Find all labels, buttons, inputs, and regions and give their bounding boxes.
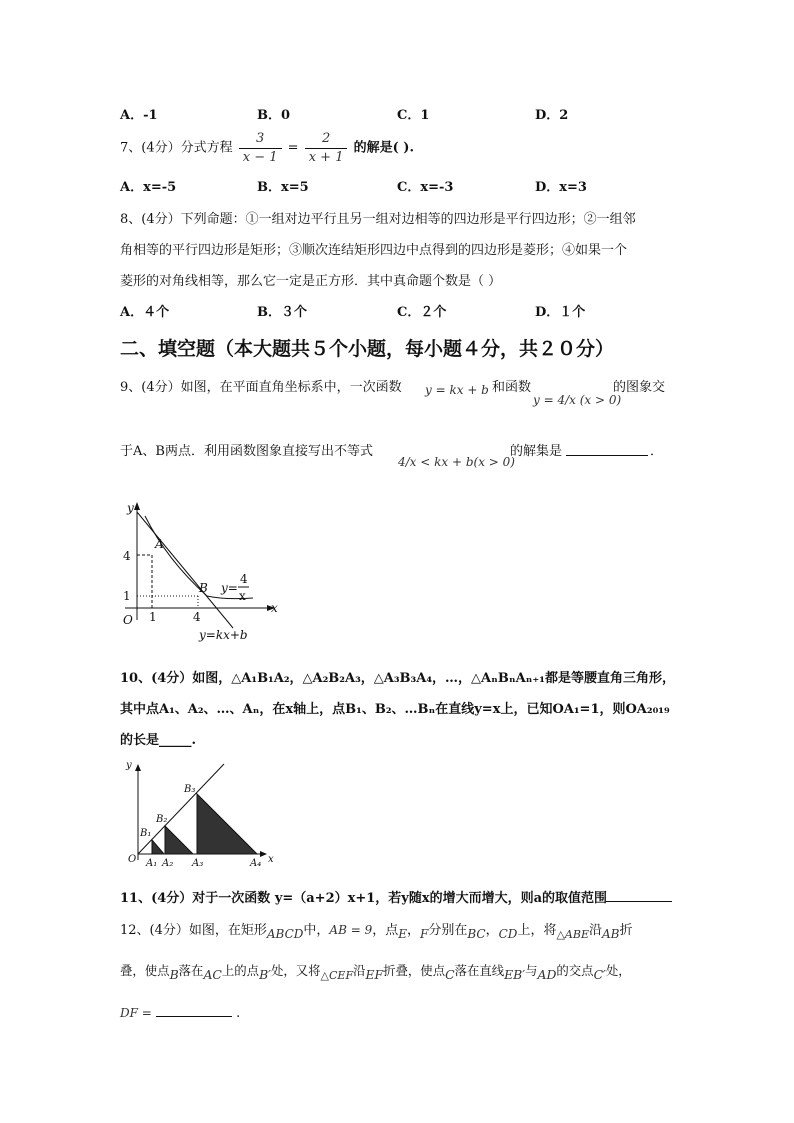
q12-math: EF [365, 967, 384, 982]
fig10-y-label: y [126, 760, 132, 771]
fig9-x-label: x [271, 601, 278, 615]
fig10-y-arrow [135, 764, 141, 771]
q7-equals: = [287, 140, 299, 156]
q8-line-3: 菱形的对角线相等，那么它一定是正方形．其中真命题个数是（ ） [120, 274, 502, 289]
q12-text: 12、(4分）如图，在矩形 [120, 923, 267, 938]
q11-answer-blank[interactable] [606, 888, 672, 902]
q7-option-b: B．x=5 [257, 180, 309, 195]
q9-end: ． [650, 444, 664, 459]
q10-line-3: 的长是_____. [120, 733, 197, 748]
fig9-line-label: y=kx+b [199, 628, 248, 642]
fig9-curve-label-y: y= [221, 581, 238, 595]
q12-text: 的交点 [556, 963, 594, 978]
q12-math: B [169, 967, 179, 982]
q12-math: △ABE [556, 928, 589, 941]
q12-math: AB [602, 927, 620, 941]
fig9-curve-label-num: 4 [240, 572, 248, 586]
fig10-triangle-3 [197, 794, 257, 854]
q12-text: 处，又将 [270, 963, 321, 978]
q9-formula-inequality: 4/x < kx + b(x > 0) [398, 455, 515, 469]
q12-math: AB = 9 [329, 923, 373, 937]
q12-text: 与 [525, 963, 538, 978]
q12-line-3 [120, 1004, 240, 1021]
fig10-b1: B₁ [140, 828, 152, 839]
q12-text: 落在 [178, 963, 204, 978]
q7-fraction-2 [305, 130, 348, 167]
q12-math: EB′ [504, 967, 526, 982]
fig10-b3: B₃ [184, 784, 196, 795]
fig10-triangle-2 [165, 826, 193, 854]
fig10-x-arrow [260, 851, 267, 857]
q12-line-2 [120, 961, 631, 982]
q8-option-c: C．２个 [397, 305, 447, 320]
q12-answer-blank[interactable] [156, 1004, 232, 1017]
q7-option-c: C．x=-3 [397, 180, 454, 195]
q9-answer-blank[interactable] [566, 442, 648, 456]
q12-line-1 [120, 919, 633, 941]
q12-text: ， [407, 923, 421, 938]
fig10-a2: A₂ [162, 858, 174, 868]
q12-math: ABCD [266, 927, 304, 941]
q10-line-1: 10、(4分）如图，△A₁B₁A₂，△A₂B₂A₃，△A₃B₃A₄，…，△AₙBₙAₙ₊₁都是等腰直角三角形， [120, 671, 675, 686]
q6-option-b: B．0 [257, 108, 291, 123]
q12-text: 叠，使点 [120, 963, 170, 978]
fig10-x-label: x [268, 854, 274, 865]
q6-option-c: C．1 [397, 108, 430, 123]
fig9-curve-label-den: x [239, 589, 246, 603]
fig9-point-b: B [199, 581, 208, 595]
q6-option-d: D．2 [535, 108, 569, 123]
q8-line-1: 8、(4分）下列命题：①一组对边平行且另一组对边相等的四边形是平行四边形；②一组邻 [120, 212, 636, 227]
fig10-a1: A₁ [146, 858, 158, 868]
section-2-heading: 二、填空题（本大题共５个小题，每小题４分，共２０分） [120, 338, 615, 360]
q9-part-1: 9、(4分）如图，在平面直角坐标系中，一次函数 [120, 380, 402, 395]
q12-text: ，点 [372, 923, 399, 938]
q12-text: 上的点 [221, 963, 260, 978]
q12-text: 落在直线 [454, 963, 505, 978]
q12-math: CD [498, 927, 518, 941]
q12-math: BC [467, 927, 486, 941]
q12-math: AD [537, 967, 557, 982]
q9-figure [115, 498, 285, 646]
q12-math: F [420, 927, 429, 941]
q12-math: C′ [593, 967, 606, 982]
q7-prefix: 7、(4分）分式方程 [120, 140, 233, 156]
q12-math: B′ [259, 967, 271, 982]
q12-math: AC [203, 967, 222, 982]
q9-formula-inverse: y = 4/x (x > 0) [533, 393, 622, 407]
q12-text: 分别在 [428, 923, 468, 938]
q7-suffix: 的解是( ). [353, 140, 414, 156]
q7-question [120, 130, 414, 167]
fig9-point-a: A [155, 537, 164, 551]
fig10-triangle-1 [152, 840, 164, 854]
q12-text: 折 [619, 923, 633, 938]
fig10-b2: B₂ [156, 814, 168, 825]
q7-option-a: A．x=-5 [120, 180, 177, 195]
q12-text: 折叠，使点 [383, 963, 446, 978]
q8-option-a: A．４个 [120, 305, 170, 320]
q6-option-a: A．-1 [120, 108, 158, 123]
q12-text: 沿 [588, 923, 602, 938]
fig9-origin: O [123, 613, 133, 627]
q9-part-3: 的图象交 [613, 380, 666, 395]
q12-text: 中， [303, 923, 330, 938]
q7-frac1-num: 3 [239, 130, 282, 149]
q12-text: 上，将 [517, 923, 557, 938]
fig10-a3: A₃ [192, 858, 204, 868]
fig9-tick-x1: 1 [149, 610, 157, 624]
fig9-tick-y1: 1 [123, 589, 131, 603]
q9-formula-linear: y = kx + b [425, 383, 489, 397]
q12-math: E [398, 927, 408, 941]
q10-figure [120, 756, 280, 868]
q11-question: 11、(4分）对于一次函数 y=（a+2）x+1，若y随x的增大而增大，则a的取值范围 [120, 891, 608, 906]
q7-frac2-num: 2 [305, 130, 348, 149]
q7-fraction-1 [239, 130, 282, 167]
fig10-origin: O [128, 854, 137, 865]
q8-option-b: B．３个 [257, 305, 307, 320]
fig9-y-label: y [127, 501, 134, 515]
q10-line-2: 其中点A₁、A₂、…、Aₙ，在x轴上，点B₁、B₂、…Bₙ在直线y=x上，已知OA₁=1，则OA₂₀₁₉ [120, 702, 670, 717]
fig9-y-arrow [134, 502, 140, 510]
q12-math: C [445, 967, 455, 982]
q7-frac2-den: x + 1 [308, 150, 344, 165]
q7-option-d: D．x=3 [535, 180, 587, 195]
q12-df-label: DF = [120, 1006, 152, 1020]
q8-option-d: D．１个 [535, 305, 586, 320]
fig10-a4: A₄ [250, 858, 262, 868]
q12-text: 沿 [353, 963, 366, 978]
q12-math: △CEF [320, 969, 354, 982]
q9-line-2: 于A、B两点．利用函数图象直接写出不等式 [120, 444, 373, 459]
q9-part-2: 和函数 [492, 380, 532, 395]
q8-line-2: 角相等的平行四边形是矩形；③顺次连结矩形四边中点得到的四边形是菱形；④如果一个 [120, 243, 628, 258]
q12-text: 处， [605, 963, 631, 978]
q7-frac1-den: x − 1 [242, 150, 278, 165]
q9-line-2b: 的解集是 [510, 444, 563, 459]
fig9-tick-x4: 4 [193, 610, 201, 624]
q12-end: . [236, 1006, 241, 1021]
q12-text: ， [485, 923, 499, 938]
fig9-tick-y4: 4 [123, 549, 131, 563]
